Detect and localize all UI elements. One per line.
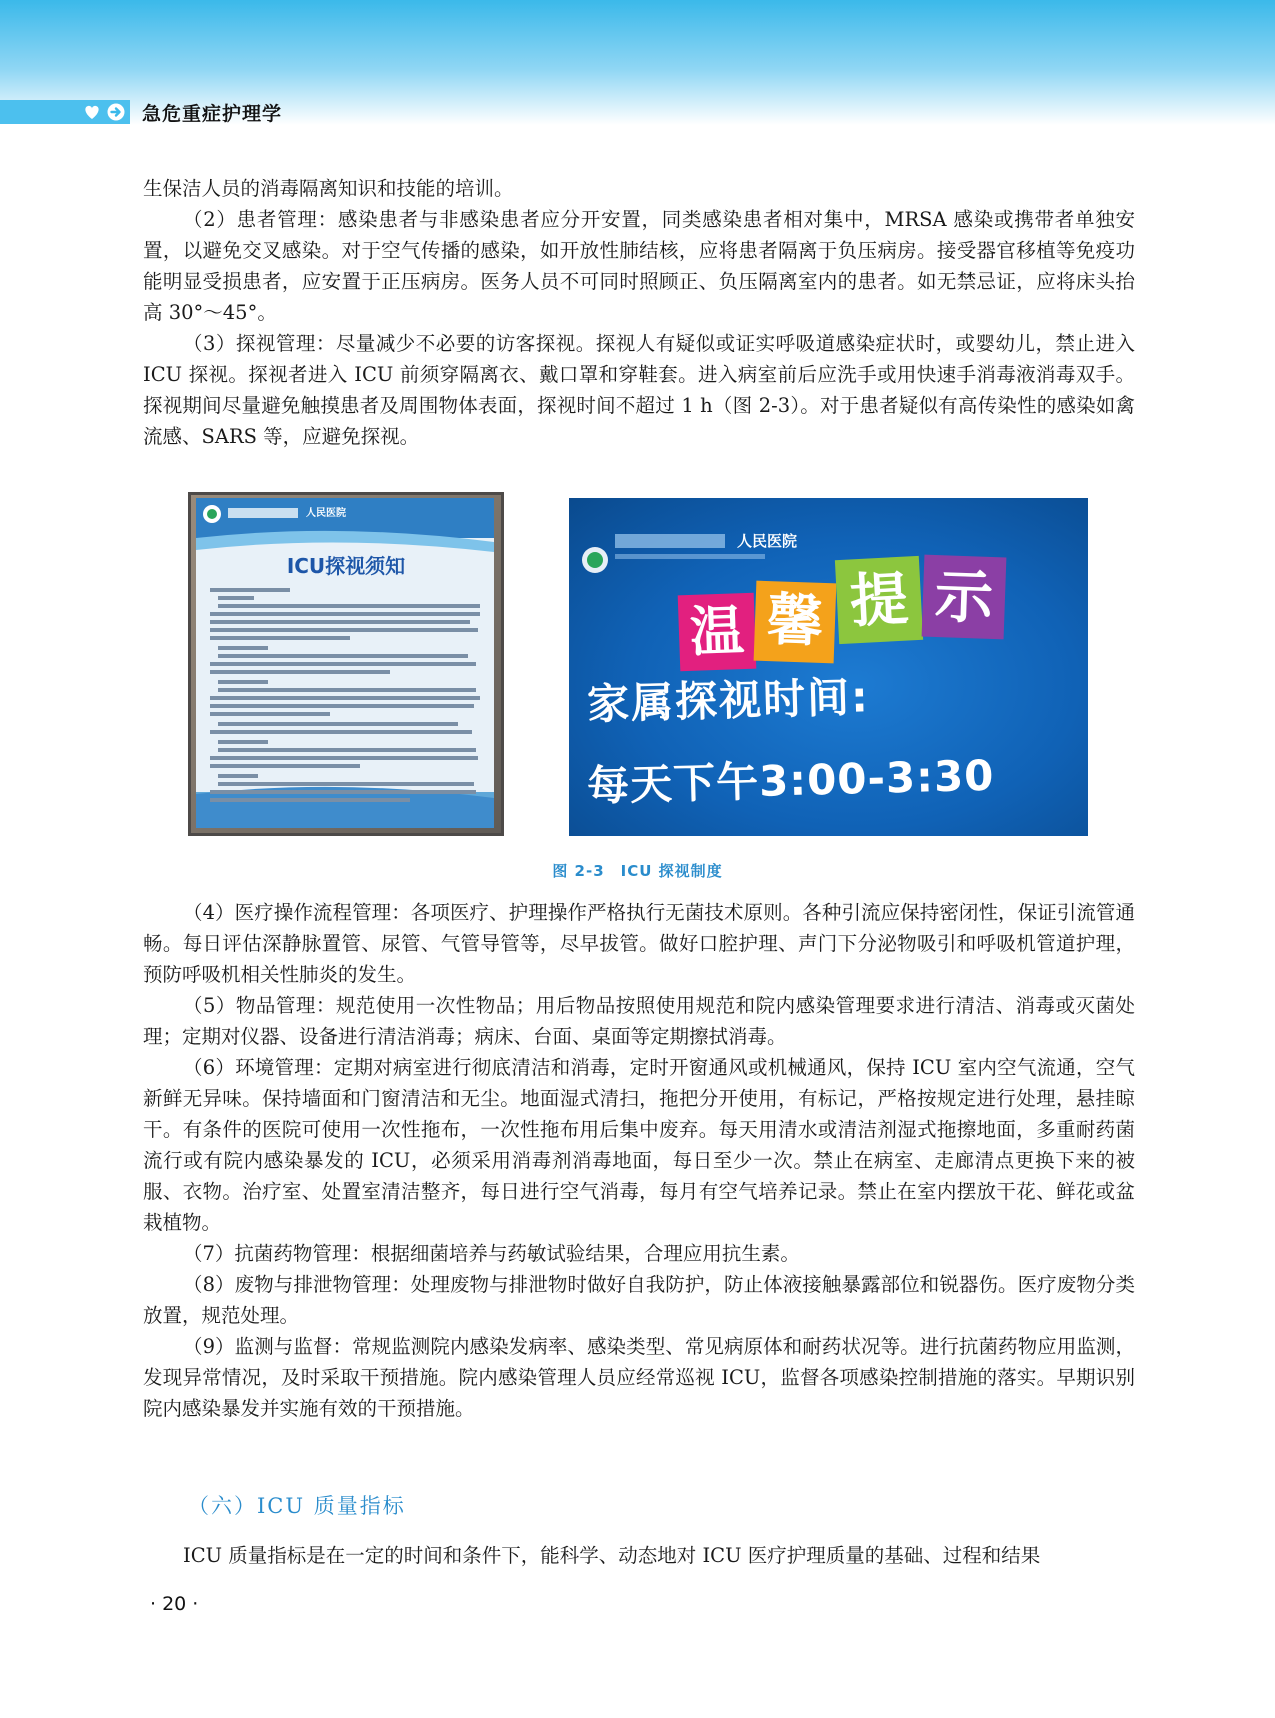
section-heading: （六）ICU 质量指标 [188, 1494, 406, 1518]
paragraph: （6）环境管理：定期对病室进行彻底清洁和消毒，定时开窗通风或机械通风，保持 ICU 室内空气流通，空气新鲜无异味。保持墙面和门窗清洁和无尘。地面湿式清扫，拖把分开使用，有标记，严格按规定进行处理，悬挂晾干。有条件的医院可使用一次性拖布，一次性拖布用后集中废弃。每天用清水或清洁剂湿式拖擦地面，多重耐药菌流行或有院内感染暴发的 ICU，必须采用消毒剂消毒地面，每日至少一次。禁止在病室、走廊清点更换下来的被服、衣物。治疗室、处置室清洁整齐，每日进行空气消毒，每月有空气培养记录。禁止在室内摆放干花、鲜花或盆栽植物。 [143, 1056, 1135, 1234]
page-number: · 20 · [150, 1593, 199, 1615]
notice-title: ICU探视须知 [286, 554, 406, 578]
warm-tip-char: 示 [933, 562, 995, 632]
warm-tip-tile-3 [835, 556, 923, 644]
photo-icu-notice [188, 492, 504, 836]
sign-hospital-name: 人民医院 [737, 532, 798, 550]
warm-tip-tile-4 [922, 555, 1007, 640]
book-title: 急危重症护理学 [142, 103, 283, 125]
warm-tip-char: 馨 [765, 588, 825, 655]
paragraph: （3）探视管理：尽量减少不必要的访客探视。探视人有疑似或证实呼吸道感染症状时，或婴幼儿，禁止进入 ICU 探视。探视者进入 ICU 前须穿隔离衣、戴口罩和穿鞋套。进入病室前后应洗手或用快速手消毒液消毒双手。探视期间尽量避免触摸患者及周围物体表面，探视时间不超过 1 h（图 2-3）。对于患者疑似有高传染性的感染如禽流感、SARS 等，应避免探视。 [143, 332, 1135, 448]
paragraph: （8）废物与排泄物管理：处理废物与排泄物时做好自我防护，防止体液接触暴露部位和锐器伤。医疗废物分类放置，规范处理。 [143, 1273, 1135, 1327]
warm-tip-char: 提 [848, 564, 910, 636]
paragraph: （2）患者管理：感染患者与非感染患者应分开安置，同类感染患者相对集中，MRSA 感染或携带者单独安置，以避免交叉感染。对于空气传播的感染，如开放性肺结核，应将患者隔离于负压病房。接受器官移植等免疫功能明显受损患者，应安置于正压病房。医务人员不可同时照顾正、负压隔离室内的患者。如无禁忌证，应将床头抬高 30°～45°。 [143, 208, 1135, 324]
figure-caption: 图 2-3 ICU 探视制度 [552, 862, 723, 880]
warm-tip-char: 温 [688, 599, 746, 664]
paragraph: 生保洁人员的消毒隔离知识和技能的培训。 [143, 177, 514, 200]
paragraph: （5）物品管理：规范使用一次性物品；用后物品按照使用规范和院内感染管理要求进行清洁、消毒或灭菌处理；定期对仪器、设备进行清洁消毒；病床、台面、桌面等定期擦拭消毒。 [143, 994, 1135, 1048]
notice-body-text [188, 584, 504, 814]
paragraphs-top [143, 173, 1135, 452]
visiting-time-value: 每天下午3:00-3:30 [586, 750, 996, 811]
notice-hospital-name: 人民医院 [306, 508, 346, 519]
paragraph: ICU 质量指标是在一定的时间和条件下，能科学、动态地对 ICU 医疗护理质量的基础、过程和结果 [183, 1544, 1041, 1567]
paragraph: （4）医疗操作流程管理：各项医疗、护理操作严格执行无菌技术原则。各种引流应保持密闭性，保证引流管通畅。每日评估深静脉置管、尿管、气管导管等，尽早拔管。做好口腔护理、声门下分泌物吸引和呼吸机管道护理，预防呼吸机相关性肺炎的发生。 [143, 901, 1135, 986]
section-body [143, 1540, 1135, 1571]
warm-tip-tile-2 [754, 581, 837, 664]
paragraphs-bottom [143, 897, 1135, 1424]
paragraph: （7）抗菌药物管理：根据细菌培养与药敏试验结果，合理应用抗生素。 [183, 1242, 800, 1265]
heart-icon [85, 106, 98, 119]
header-icons [82, 102, 130, 122]
warm-tip-tile-1 [678, 593, 757, 672]
visiting-time-label: 家属探视时间: [586, 672, 871, 729]
photo-visiting-time-sign [569, 498, 1088, 836]
paragraph: （9）监测与监督：常规监测院内感染发病率、感染类型、常见病原体和耐药状况等。进行抗菌药物应用监测，发现异常情况，及时采取干预措施。院内感染管理人员应经常巡视 ICU，监督各项感染控制措施的落实。早期识别院内感染暴发并实施有效的干预措施。 [143, 1335, 1135, 1420]
